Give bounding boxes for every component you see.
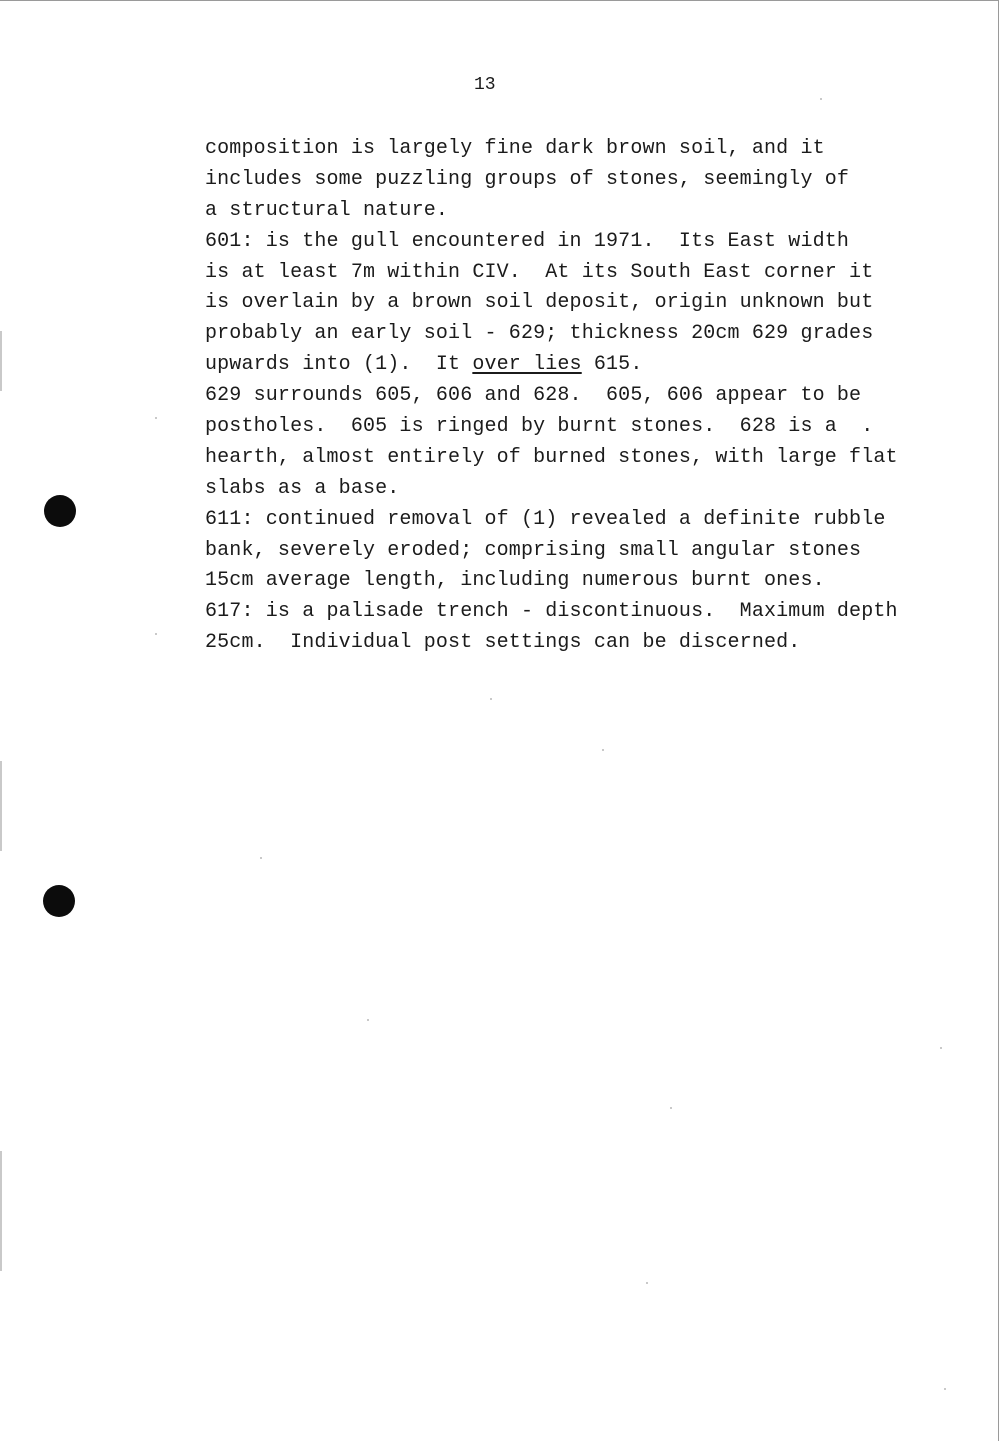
text-line: postholes. 605 is ringed by burnt stones. 628 is a . (205, 415, 874, 439)
text-line: 629 surrounds 605, 606 and 628. 605, 606 appear to be (205, 384, 862, 408)
scan-speck (820, 98, 822, 100)
text-line: 25cm. Individual post settings can be discerned. (205, 631, 801, 655)
scan-speck (490, 698, 492, 700)
punch-hole (43, 885, 75, 917)
text-line: 601: is the gull encountered in 1971. Its East width (205, 229, 850, 253)
scan-speck (940, 1047, 942, 1049)
page-number: 13 (474, 75, 496, 95)
text-line: 15cm average length, including numerous burnt ones. (205, 569, 825, 593)
text-line: composition is largely fine dark brown soil, and it (205, 137, 825, 160)
underlined-text: over lies (472, 353, 582, 377)
body-text (205, 134, 925, 659)
text-line: a structural nature. (205, 198, 449, 222)
text-line-with-underline (205, 350, 925, 381)
scan-edge-mark (0, 761, 2, 851)
text-line: 611: continued removal of (1) revealed a definite rubble (205, 507, 886, 531)
punch-hole (44, 495, 76, 527)
scan-speck (944, 1388, 946, 1390)
text-line: hearth, almost entirely of burned stones, with large flat (205, 445, 898, 469)
text-line: slabs as a base. (205, 476, 400, 500)
text-line: includes some puzzling groups of stones, seemingly of (205, 167, 850, 191)
scan-speck (602, 749, 604, 751)
scan-speck (646, 1282, 648, 1284)
scan-edge-mark (0, 331, 2, 391)
text-line: is overlain by a brown soil deposit, origin unknown but (205, 291, 874, 315)
text-segment: upwards into (1). It (205, 353, 473, 377)
text-segment: 615. (581, 353, 643, 377)
text-line: bank, severely eroded; comprising small angular stones (205, 538, 862, 562)
scan-speck (155, 633, 157, 635)
scan-speck (670, 1107, 672, 1109)
text-line: 617: is a palisade trench - discontinuous. Maximum depth (205, 600, 898, 624)
scan-speck (155, 417, 157, 419)
scan-speck (367, 1019, 369, 1021)
text-line: is at least 7m within CIV. At its South East corner it (205, 260, 874, 284)
scan-speck (260, 857, 262, 859)
text-line: probably an early soil - 629; thickness 20cm 629 grades (205, 322, 874, 346)
scan-edge-mark (0, 1151, 2, 1271)
